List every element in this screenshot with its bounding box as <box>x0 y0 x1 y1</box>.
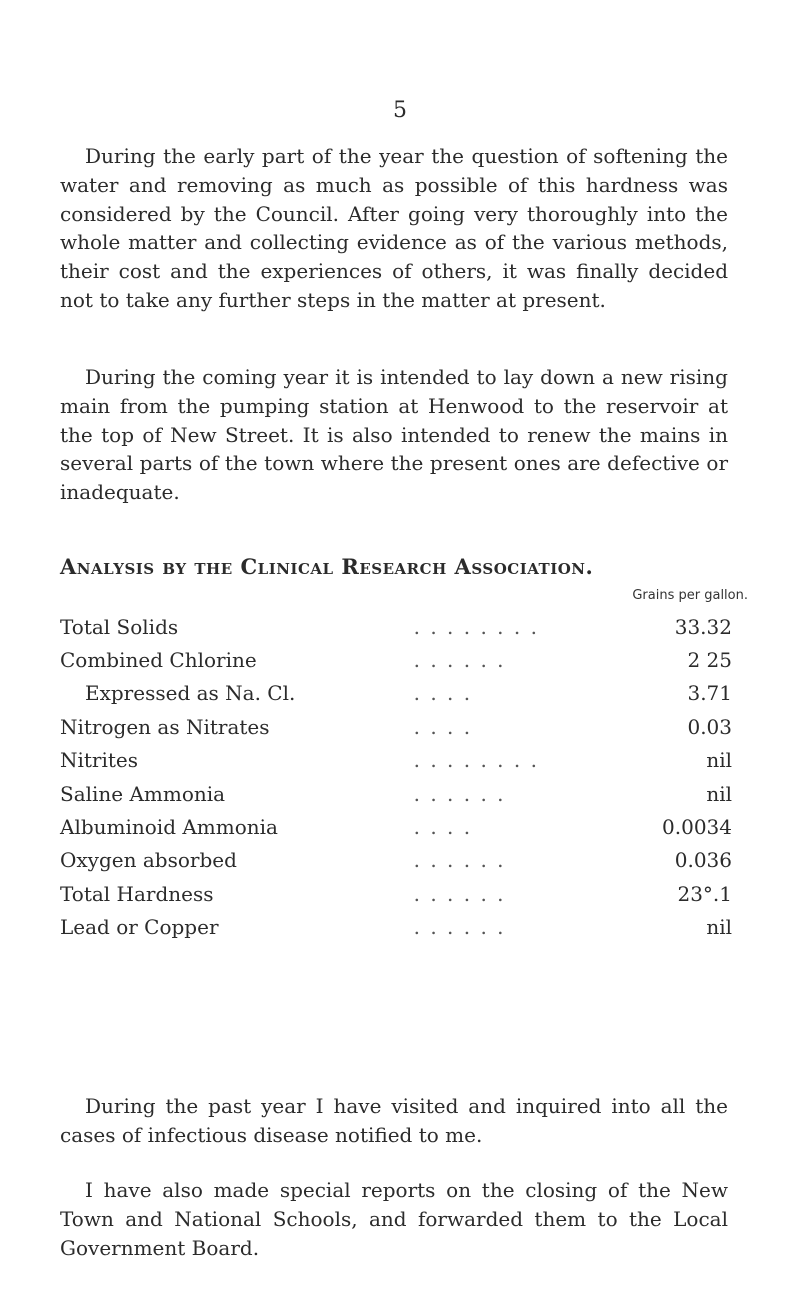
row-label: Total Hardness <box>60 881 214 906</box>
paragraph-infectious-disease: During the past year I have visited and inquired into all the cases of infectious disease notified to me. <box>60 1094 728 1147</box>
row-value: 33.32 <box>674 614 732 639</box>
dot-leaders: . . . . <box>413 714 473 739</box>
table-row <box>60 677 732 710</box>
dot-leaders: . . . . . . . . <box>413 614 539 639</box>
row-label: Saline Ammonia <box>60 781 226 806</box>
dot-leaders: . . . . . . <box>413 781 506 806</box>
paragraph-softening: During the early part of the year the question of softening the water and removing as much as possible of this hardness was considered by the Council. After going very thoroughly into the whole matter and collecting evidence as of the various methods, their cost and the experiences of others, it was finally decided not to take any further steps in the matter at present. <box>60 144 728 312</box>
row-value: nil <box>706 748 732 773</box>
row-value: 0.0034 <box>662 815 732 840</box>
table-row <box>60 911 732 944</box>
paragraph-special-reports: I have also made special reports on the closing of the New Town and National Schools, and forwarded them to the Local Government Board. <box>60 1178 728 1260</box>
row-label: Albuminoid Ammonia <box>60 815 278 840</box>
row-value: 0.036 <box>674 848 732 873</box>
units-header: Grains per gallon. <box>632 588 748 603</box>
analysis-table <box>60 610 732 944</box>
row-label: Total Solids <box>60 614 179 639</box>
row-value: nil <box>706 781 732 806</box>
table-row <box>60 643 732 676</box>
row-label: Expressed as Na. Cl. <box>85 681 296 706</box>
table-row <box>60 877 732 910</box>
table-row <box>60 610 732 643</box>
row-label: Lead or Copper <box>60 915 219 940</box>
dot-leaders: . . . . <box>413 681 473 706</box>
row-label: Oxygen absorbed <box>60 848 237 873</box>
table-row <box>60 777 732 810</box>
analysis-heading: Analysis by the Clinical Research Association. <box>60 554 594 579</box>
page-number: 5 <box>393 98 407 123</box>
table-row <box>60 810 732 843</box>
dot-leaders: . . . . . . . . <box>413 748 539 773</box>
paragraph-mains: During the coming year it is intended to lay down a new rising main from the pumping station at Henwood to the reservoir at the top of New Street. It is also intended to renew the mains in several parts of the town where the present ones are defective or inadequate. <box>60 365 728 505</box>
table-row <box>60 710 732 743</box>
dot-leaders: . . . . <box>413 815 473 840</box>
dot-leaders: . . . . . . <box>413 881 506 906</box>
row-value: nil <box>706 915 732 940</box>
row-label: Combined Chlorine <box>60 648 257 673</box>
dot-leaders: . . . . . . <box>413 848 506 873</box>
dot-leaders: . . . . . . <box>413 915 506 940</box>
row-value: 3.71 <box>687 681 732 706</box>
dot-leaders: . . . . . . <box>413 648 506 673</box>
row-value: 2 25 <box>687 648 732 673</box>
row-label: Nitrites <box>60 748 139 773</box>
row-value: 23°.1 <box>677 881 732 906</box>
row-value: 0.03 <box>687 714 732 739</box>
table-row <box>60 744 732 777</box>
table-row <box>60 844 732 877</box>
row-label: Nitrogen as Nitrates <box>60 714 270 739</box>
